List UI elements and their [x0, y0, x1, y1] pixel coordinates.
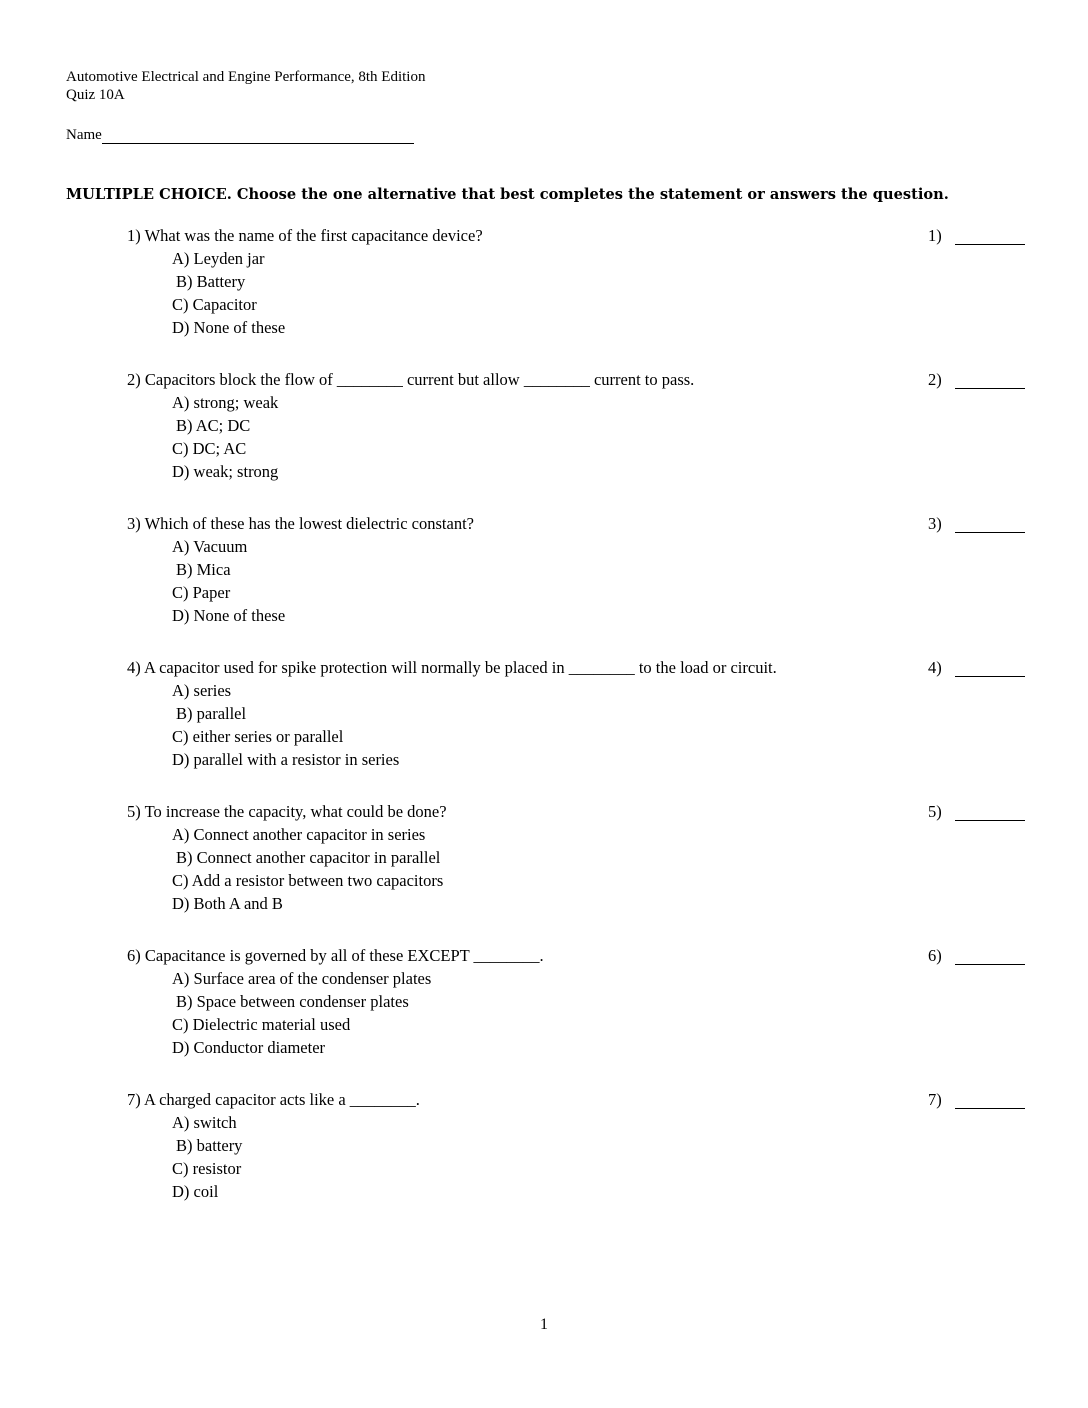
answer-option: B) Mica	[176, 560, 231, 579]
answer-option: A) strong; weak	[172, 393, 279, 412]
answer-option: B) battery	[176, 1136, 243, 1155]
name-blank-line[interactable]	[102, 127, 414, 144]
answer-option: A) Leyden jar	[172, 249, 265, 268]
answer-blank-line[interactable]	[955, 388, 1025, 389]
instructions: MULTIPLE CHOICE. Choose the one alternative that best completes the statement or answers the question.	[66, 186, 949, 203]
answer-option: B) Connect another capacitor in parallel	[176, 848, 441, 867]
answer-blank-line[interactable]	[955, 1108, 1025, 1109]
answer-option: B) AC; DC	[176, 416, 251, 435]
answer-number: 5)	[928, 802, 942, 821]
question-item	[127, 1088, 1027, 1232]
page-number: 1	[540, 1316, 548, 1333]
answer-option: D) parallel with a resistor in series	[172, 750, 400, 769]
answer-option: C) DC; AC	[172, 439, 247, 458]
question-text: 7) A charged capacitor acts like a ________.	[127, 1090, 420, 1109]
question-text: 6) Capacitance is governed by all of these EXCEPT ________.	[127, 946, 544, 965]
answer-number: 3)	[928, 514, 942, 533]
answer-number: 1)	[928, 226, 942, 245]
question-text: 3) Which of these has the lowest dielectric constant?	[127, 514, 474, 533]
answer-blank-line[interactable]	[955, 676, 1025, 677]
question-item	[127, 656, 1027, 800]
answer-blank-line[interactable]	[955, 532, 1025, 533]
question-text: 5) To increase the capacity, what could be done?	[127, 802, 447, 821]
answer-option: B) Space between condenser plates	[176, 992, 409, 1011]
answer-option: C) Dielectric material used	[172, 1015, 351, 1034]
answer-option: D) None of these	[172, 606, 286, 625]
answer-option: D) weak; strong	[172, 462, 279, 481]
answer-number: 7)	[928, 1090, 942, 1109]
answer-option: A) Connect another capacitor in series	[172, 825, 426, 844]
answer-number: 4)	[928, 658, 942, 677]
answer-option: B) parallel	[176, 704, 247, 723]
answer-option: C) either series or parallel	[172, 727, 344, 746]
answer-blank-line[interactable]	[955, 244, 1025, 245]
answer-option: A) series	[172, 681, 232, 700]
answer-option: D) Conductor diameter	[172, 1038, 326, 1057]
answer-option: A) switch	[172, 1113, 237, 1132]
question-text: 1) What was the name of the first capacitance device?	[127, 226, 483, 245]
answer-blank-line[interactable]	[955, 964, 1025, 965]
question-list	[127, 224, 1027, 1232]
question-item	[127, 800, 1027, 944]
answer-option: D) None of these	[172, 318, 286, 337]
question-item	[127, 368, 1027, 512]
answer-option: A) Vacuum	[172, 537, 248, 556]
answer-option: C) Paper	[172, 583, 231, 602]
answer-option: D) coil	[172, 1182, 219, 1201]
question-item	[127, 944, 1027, 1088]
question-item	[127, 224, 1027, 368]
name-label: Name	[66, 127, 102, 143]
answer-option: B) Battery	[176, 272, 246, 291]
answer-number: 6)	[928, 946, 942, 965]
answer-blank-line[interactable]	[955, 820, 1025, 821]
question-text: 2) Capacitors block the flow of ________ current but allow ________ current to pass.	[127, 370, 695, 389]
answer-number: 2)	[928, 370, 942, 389]
question-item	[127, 512, 1027, 656]
name-field	[66, 126, 414, 144]
question-text: 4) A capacitor used for spike protection will normally be placed in ________ to the load or circuit.	[127, 658, 777, 677]
answer-option: C) Add a resistor between two capacitors	[172, 871, 444, 890]
answer-option: C) Capacitor	[172, 295, 257, 314]
answer-option: A) Surface area of the condenser plates	[172, 969, 432, 988]
answer-option: C) resistor	[172, 1159, 242, 1178]
quiz-title: Quiz 10A	[66, 87, 125, 103]
answer-option: D) Both A and B	[172, 894, 283, 913]
course-title: Automotive Electrical and Engine Performance, 8th Edition	[66, 69, 426, 85]
